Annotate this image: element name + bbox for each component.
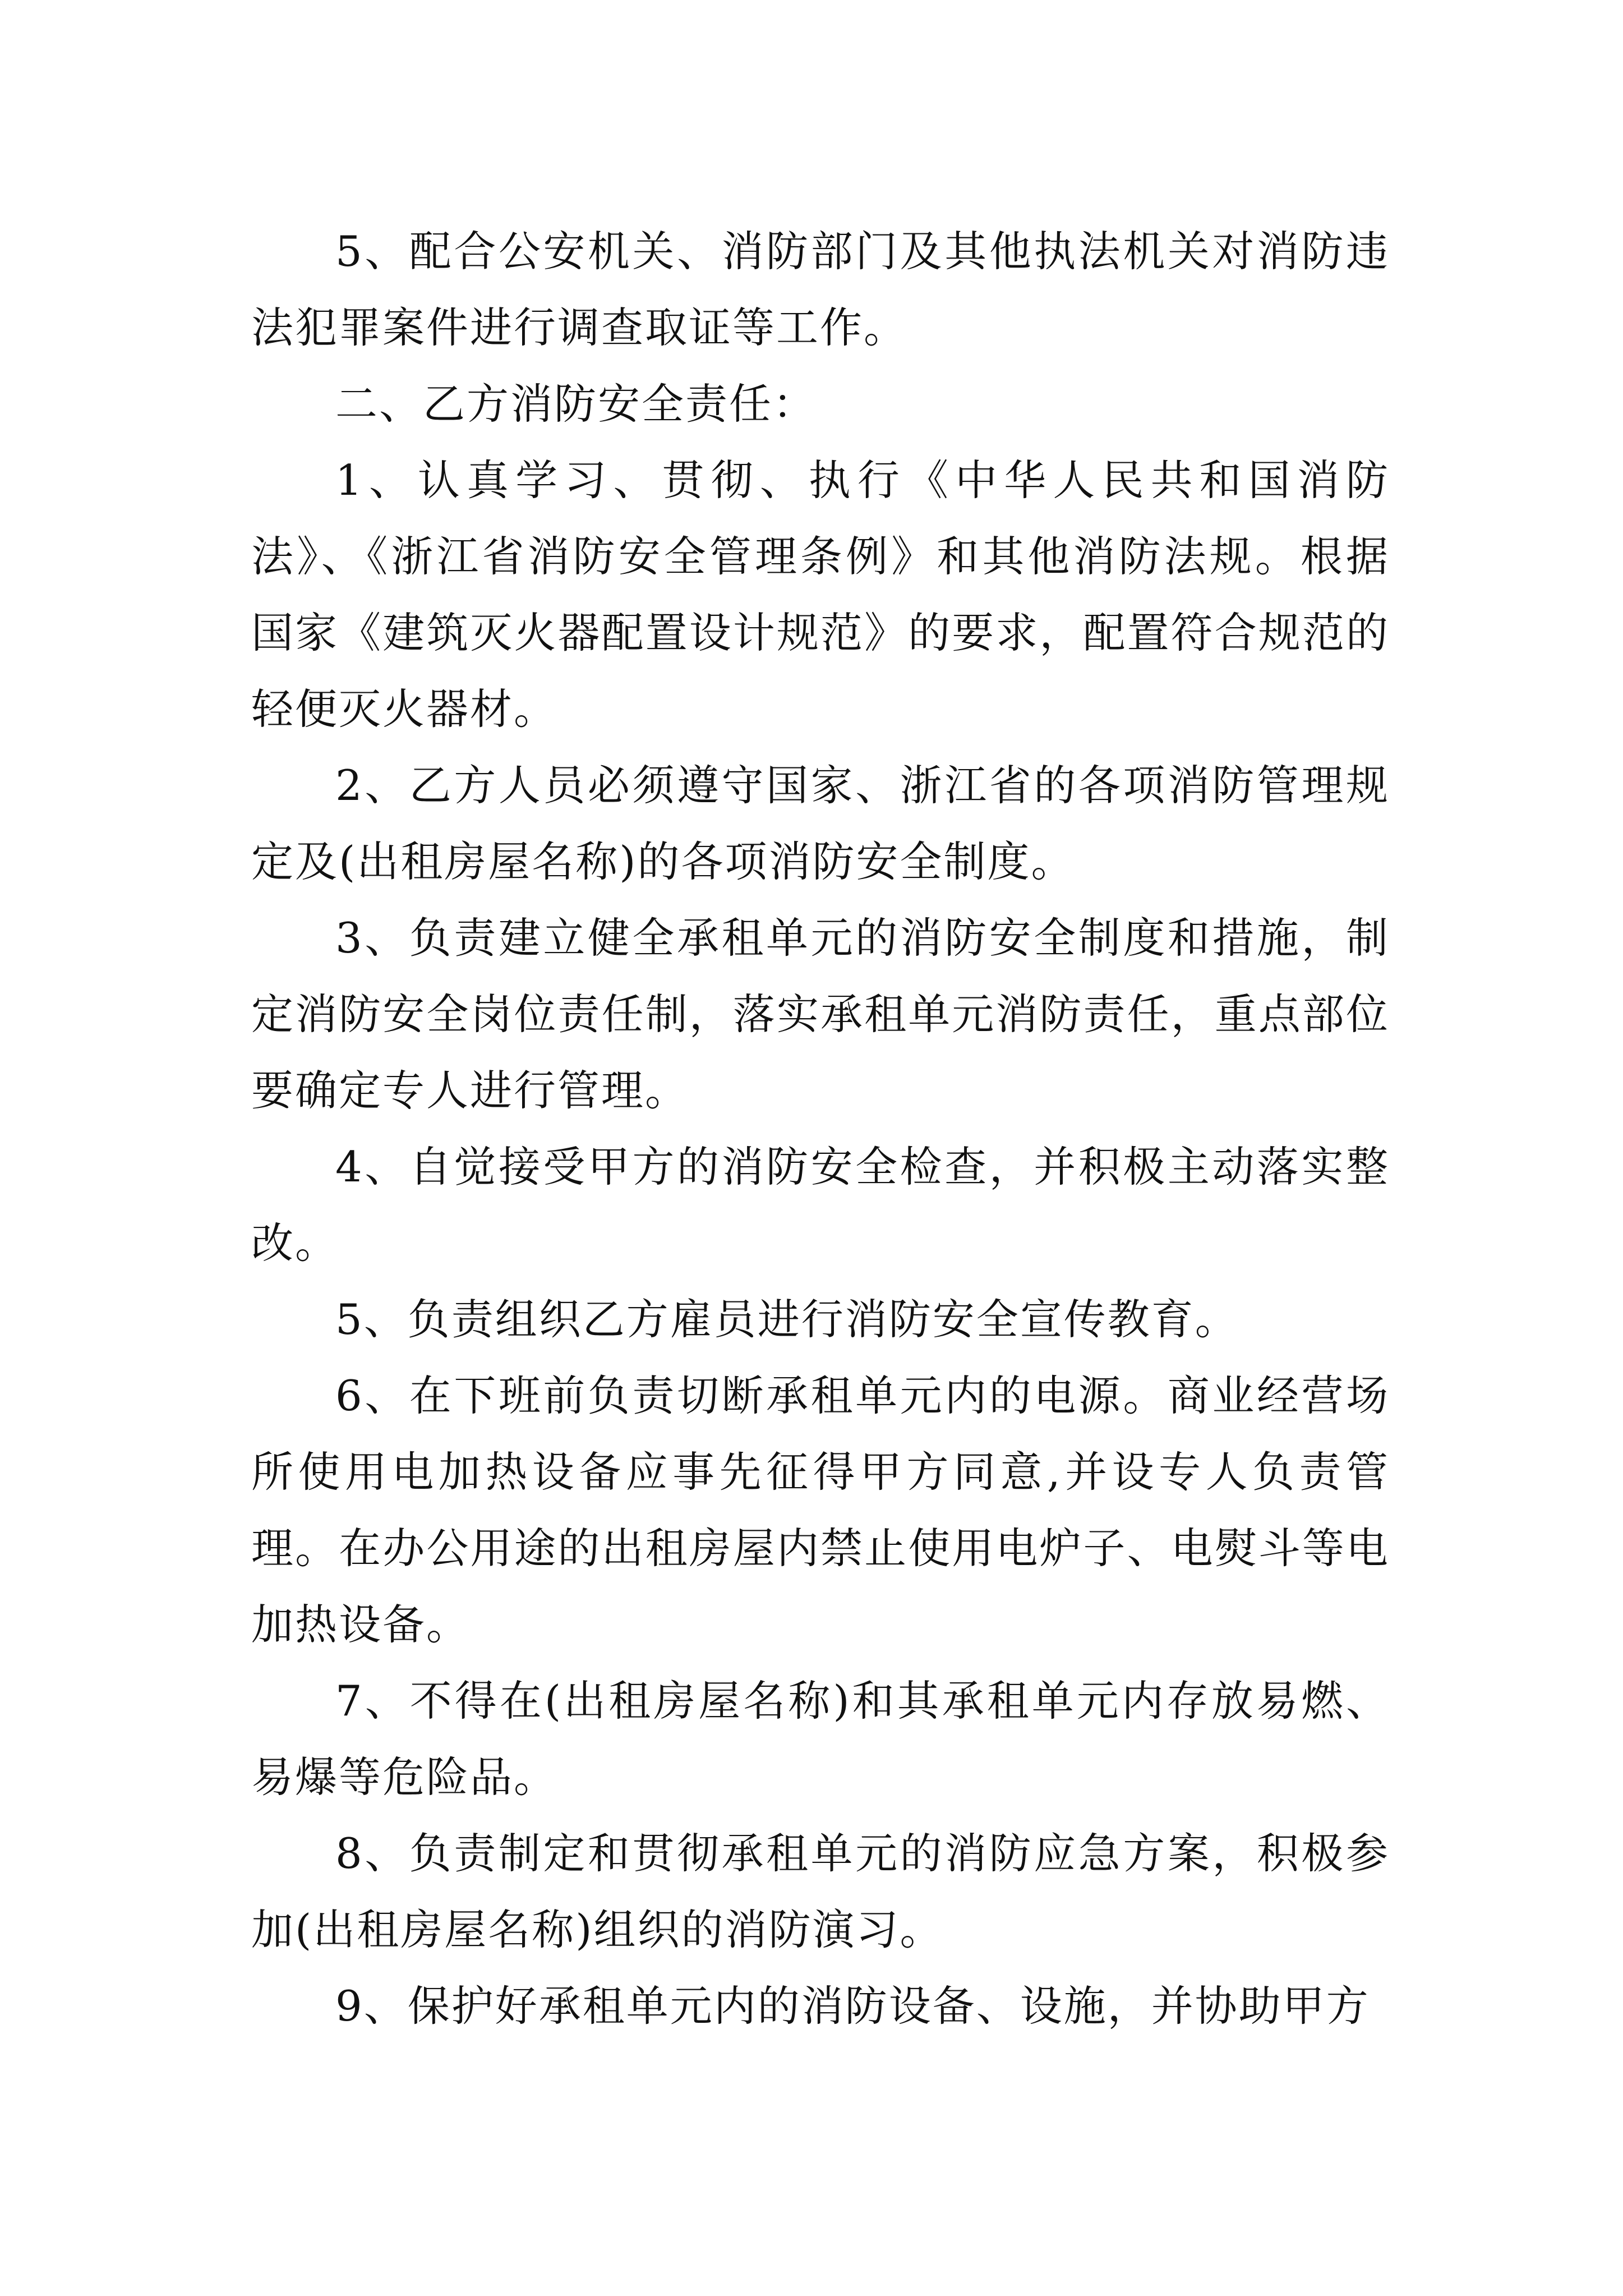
paragraph-clause-b2: 2、乙方人员必须遵守国家、浙江省的各项消防管理规定及(出租房屋名称)的各项消防安全制度。 <box>251 761 1390 886</box>
paragraph-clause-b1: 1、认真学习、贯彻、执行《中华人民共和国消防法》、《浙江省消防安全管理条例》和其他消防法规。根据国家《建筑灭火器配置设计规范》的要求，配置符合规范的轻便灭火器材。 <box>251 455 1390 734</box>
paragraph-clause-b8: 8、负责制定和贯彻承租单元的消防应急方案，积极参加(出租房屋名称)组织的消防演习。 <box>251 1829 1390 1954</box>
document-body <box>251 213 1390 2044</box>
section-heading-party-b: 二、乙方消防安全责任： <box>335 379 817 429</box>
paragraph-clause-b9: 9、保护好承租单元内的消防设备、设施，并协助甲方 <box>335 1981 1370 2031</box>
paragraph-clause-b3: 3、负责建立健全承租单元的消防安全制度和措施，制定消防安全岗位责任制，落实承租单元消防责任，重点部位要确定专人进行管理。 <box>251 913 1390 1115</box>
paragraph-clause-a5: 5、配合公安机关、消防部门及其他执法机关对消防违法犯罪案件进行调查取证等工作。 <box>251 227 1390 352</box>
paragraph-clause-b4: 4、自觉接受甲方的消防安全检查，并积极主动落实整改。 <box>251 1142 1390 1268</box>
paragraph-clause-b5: 5、负责组织乙方雇员进行消防安全宣传教育。 <box>335 1295 1239 1344</box>
paragraph-clause-b7: 7、不得在(出租房屋名称)和其承租单元内存放易燃、易爆等危险品。 <box>251 1676 1390 1802</box>
paragraph-clause-b6: 6、在下班前负责切断承租单元内的电源。商业经营场所使用电加热设备应事先征得甲方同意,并设专人负责管理。在办公用途的出租房屋内禁止使用电炉子、电熨斗等电加热设备。 <box>251 1371 1390 1649</box>
